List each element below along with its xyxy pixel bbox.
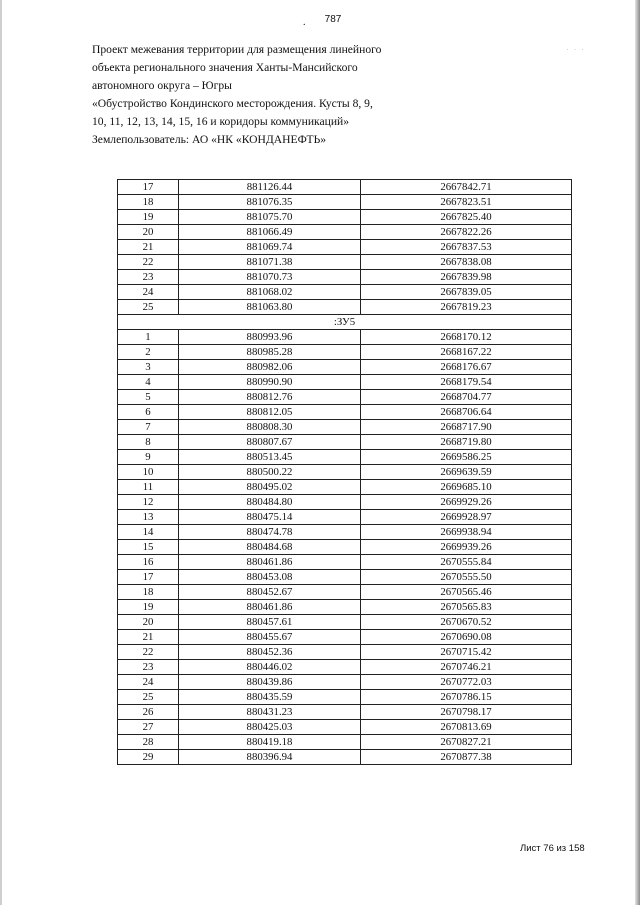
y-coordinate-cell: 2670690.08: [361, 630, 572, 645]
point-number-cell: 27: [118, 720, 179, 735]
table-row: [118, 390, 572, 405]
header-line: «Обустройство Кондинского месторождения. Кусты 8, 9,: [92, 96, 373, 110]
point-number-cell: 21: [118, 630, 179, 645]
x-coordinate-cell: 880474.78: [179, 525, 361, 540]
x-coordinate-cell: 881068.02: [179, 285, 361, 300]
table-row: [118, 540, 572, 555]
x-coordinate-cell: 880500.22: [179, 465, 361, 480]
point-number-cell: 16: [118, 555, 179, 570]
page-number: 787: [324, 14, 342, 25]
table-row: [118, 225, 572, 240]
point-number-cell: 26: [118, 705, 179, 720]
table-row: [118, 300, 572, 315]
table-row: [118, 240, 572, 255]
table-row: [118, 345, 572, 360]
table-row: [118, 360, 572, 375]
y-coordinate-cell: 2668706.64: [361, 405, 572, 420]
coordinates-table-body: [118, 180, 572, 765]
table-row: [118, 660, 572, 675]
y-coordinate-cell: 2669685.10: [361, 480, 572, 495]
y-coordinate-cell: 2669928.97: [361, 510, 572, 525]
point-number-cell: 18: [118, 585, 179, 600]
table-row: [118, 255, 572, 270]
y-coordinate-cell: 2667838.08: [361, 255, 572, 270]
point-number-cell: 29: [118, 750, 179, 765]
table-row: [118, 600, 572, 615]
table-row: [118, 195, 572, 210]
point-number-cell: 19: [118, 600, 179, 615]
table-row: [118, 615, 572, 630]
point-number-cell: 17: [118, 180, 179, 195]
y-coordinate-cell: 2669939.26: [361, 540, 572, 555]
x-coordinate-cell: 880982.06: [179, 360, 361, 375]
table-row: [118, 675, 572, 690]
section-label: :ЗУ5: [118, 315, 572, 330]
y-coordinate-cell: 2669639.59: [361, 465, 572, 480]
scan-dot: .: [303, 17, 306, 28]
table-row: [118, 720, 572, 735]
table-row: [118, 525, 572, 540]
point-number-cell: 22: [118, 255, 179, 270]
x-coordinate-cell: 880812.05: [179, 405, 361, 420]
table-row: [118, 465, 572, 480]
point-number-cell: 13: [118, 510, 179, 525]
point-number-cell: 2: [118, 345, 179, 360]
y-coordinate-cell: 2669586.25: [361, 450, 572, 465]
x-coordinate-cell: 880808.30: [179, 420, 361, 435]
point-number-cell: 17: [118, 570, 179, 585]
page-left-edge: [0, 0, 2, 905]
table-row: [118, 405, 572, 420]
table-row: [118, 180, 572, 195]
y-coordinate-cell: 2670827.21: [361, 735, 572, 750]
x-coordinate-cell: 881075.70: [179, 210, 361, 225]
x-coordinate-cell: 880484.80: [179, 495, 361, 510]
point-number-cell: 18: [118, 195, 179, 210]
table-row: [118, 750, 572, 765]
x-coordinate-cell: 880446.02: [179, 660, 361, 675]
table-row: [118, 330, 572, 345]
point-number-cell: 5: [118, 390, 179, 405]
header-line: Проект межевания территории для размещения линейного: [92, 43, 382, 56]
table-row: [118, 690, 572, 705]
x-coordinate-cell: 880453.08: [179, 570, 361, 585]
point-number-cell: 20: [118, 615, 179, 630]
y-coordinate-cell: 2668167.22: [361, 345, 572, 360]
point-number-cell: 22: [118, 645, 179, 660]
y-coordinate-cell: 2668719.80: [361, 435, 572, 450]
y-coordinate-cell: 2670877.38: [361, 750, 572, 765]
point-number-cell: 25: [118, 690, 179, 705]
coordinates-table: [117, 179, 572, 765]
point-number-cell: 24: [118, 285, 179, 300]
point-number-cell: 8: [118, 435, 179, 450]
x-coordinate-cell: 881070.73: [179, 270, 361, 285]
y-coordinate-cell: 2667839.05: [361, 285, 572, 300]
y-coordinate-cell: 2668717.90: [361, 420, 572, 435]
x-coordinate-cell: 881066.49: [179, 225, 361, 240]
point-number-cell: 15: [118, 540, 179, 555]
y-coordinate-cell: 2667822.26: [361, 225, 572, 240]
y-coordinate-cell: 2667823.51: [361, 195, 572, 210]
point-number-cell: 11: [118, 480, 179, 495]
y-coordinate-cell: 2670746.21: [361, 660, 572, 675]
table-row: [118, 585, 572, 600]
x-coordinate-cell: 880461.86: [179, 600, 361, 615]
x-coordinate-cell: 881076.35: [179, 195, 361, 210]
x-coordinate-cell: 880993.96: [179, 330, 361, 345]
x-coordinate-cell: 880457.61: [179, 615, 361, 630]
point-number-cell: 21: [118, 240, 179, 255]
x-coordinate-cell: 880495.02: [179, 480, 361, 495]
table-row: [118, 435, 572, 450]
table-row: [118, 480, 572, 495]
x-coordinate-cell: 880452.67: [179, 585, 361, 600]
x-coordinate-cell: 881071.38: [179, 255, 361, 270]
table-row: [118, 570, 572, 585]
y-coordinate-cell: 2670565.46: [361, 585, 572, 600]
point-number-cell: 7: [118, 420, 179, 435]
y-coordinate-cell: 2670555.84: [361, 555, 572, 570]
y-coordinate-cell: 2669938.94: [361, 525, 572, 540]
y-coordinate-cell: 2668179.54: [361, 375, 572, 390]
y-coordinate-cell: 2670715.42: [361, 645, 572, 660]
table-row: [118, 735, 572, 750]
x-coordinate-cell: 880985.28: [179, 345, 361, 360]
point-number-cell: 6: [118, 405, 179, 420]
x-coordinate-cell: 881069.74: [179, 240, 361, 255]
y-coordinate-cell: 2669929.26: [361, 495, 572, 510]
table-row: [118, 630, 572, 645]
point-number-cell: 14: [118, 525, 179, 540]
x-coordinate-cell: 880425.03: [179, 720, 361, 735]
header-line: автономного округа – Югры: [92, 78, 232, 92]
table-row: [118, 450, 572, 465]
y-coordinate-cell: 2670772.03: [361, 675, 572, 690]
point-number-cell: 3: [118, 360, 179, 375]
table-row: [118, 210, 572, 225]
x-coordinate-cell: 880452.36: [179, 645, 361, 660]
point-number-cell: 23: [118, 270, 179, 285]
x-coordinate-cell: 880807.67: [179, 435, 361, 450]
point-number-cell: 20: [118, 225, 179, 240]
y-coordinate-cell: 2670813.69: [361, 720, 572, 735]
page-right-edge: [635, 0, 640, 905]
y-coordinate-cell: 2667825.40: [361, 210, 572, 225]
header-line: 10, 11, 12, 13, 14, 15, 16 и коридоры коммуникаций»: [92, 114, 350, 128]
point-number-cell: 28: [118, 735, 179, 750]
table-row: [118, 555, 572, 570]
x-coordinate-cell: 880455.67: [179, 630, 361, 645]
header-line: объекта регионального значения Ханты-Мансийского: [92, 60, 358, 74]
table-row: [118, 285, 572, 300]
table-row: [118, 510, 572, 525]
x-coordinate-cell: 880475.14: [179, 510, 361, 525]
x-coordinate-cell: 880431.23: [179, 705, 361, 720]
x-coordinate-cell: 880461.86: [179, 555, 361, 570]
x-coordinate-cell: 881126.44: [179, 180, 361, 195]
y-coordinate-cell: 2668170.12: [361, 330, 572, 345]
point-number-cell: 25: [118, 300, 179, 315]
point-number-cell: 24: [118, 675, 179, 690]
table-row: [118, 270, 572, 285]
section-header-row: [118, 315, 572, 330]
x-coordinate-cell: 880513.45: [179, 450, 361, 465]
y-coordinate-cell: 2667842.71: [361, 180, 572, 195]
x-coordinate-cell: 880812.76: [179, 390, 361, 405]
y-coordinate-cell: 2668704.77: [361, 390, 572, 405]
y-coordinate-cell: 2670798.17: [361, 705, 572, 720]
table-row: [118, 645, 572, 660]
y-coordinate-cell: 2668176.67: [361, 360, 572, 375]
y-coordinate-cell: 2667837.53: [361, 240, 572, 255]
x-coordinate-cell: 880435.59: [179, 690, 361, 705]
point-number-cell: 12: [118, 495, 179, 510]
x-coordinate-cell: 880419.18: [179, 735, 361, 750]
faint-stamp-mark: · · ·: [566, 44, 585, 54]
y-coordinate-cell: 2670786.15: [361, 690, 572, 705]
y-coordinate-cell: 2670565.83: [361, 600, 572, 615]
sheet-counter: Лист 76 из 158: [520, 843, 585, 854]
header-line: Землепользователь: АО «НК «КОНДАНЕФТЬ»: [92, 132, 327, 146]
point-number-cell: 1: [118, 330, 179, 345]
table-row: [118, 375, 572, 390]
x-coordinate-cell: 880990.90: [179, 375, 361, 390]
point-number-cell: 4: [118, 375, 179, 390]
point-number-cell: 23: [118, 660, 179, 675]
point-number-cell: 9: [118, 450, 179, 465]
y-coordinate-cell: 2670555.50: [361, 570, 572, 585]
x-coordinate-cell: 880484.68: [179, 540, 361, 555]
y-coordinate-cell: 2667819.23: [361, 300, 572, 315]
x-coordinate-cell: 881063.80: [179, 300, 361, 315]
table-row: [118, 420, 572, 435]
document-header: [92, 41, 452, 148]
table-row: [118, 705, 572, 720]
x-coordinate-cell: 880439.86: [179, 675, 361, 690]
y-coordinate-cell: 2667839.98: [361, 270, 572, 285]
x-coordinate-cell: 880396.94: [179, 750, 361, 765]
table-row: [118, 495, 572, 510]
y-coordinate-cell: 2670670.52: [361, 615, 572, 630]
point-number-cell: 19: [118, 210, 179, 225]
point-number-cell: 10: [118, 465, 179, 480]
